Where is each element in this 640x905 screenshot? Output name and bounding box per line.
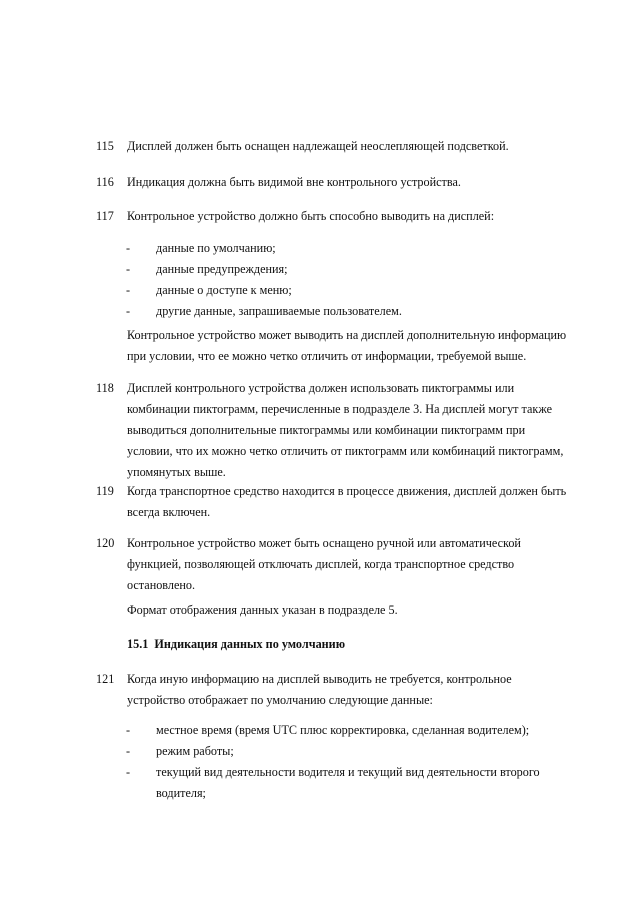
list-item: данные о доступе к меню; [156,283,292,297]
bullet-dash: - [126,304,131,318]
paragraph-120 [127,533,521,596]
list-item: другие данные, запрашиваемые пользователем. [156,304,402,318]
bullet-dash: - [126,723,131,737]
paragraph-line: при условии, что ее можно четко отличить от информации, требуемой выше. [127,349,527,363]
section-title: Индикация данных по умолчанию [154,637,346,651]
paragraph-117 [127,206,494,227]
bullet-dash: - [126,744,131,758]
paragraph-116 [127,172,461,193]
paragraph-number-121: 121 [96,672,115,686]
note-117 [127,325,566,367]
note-120 [127,600,398,621]
paragraph-number-115: 115 [96,139,114,153]
paragraph-line: Контрольное устройство должно быть способно выводить на дисплей: [127,209,495,223]
paragraph-119 [127,481,566,523]
paragraph-line: остановлено. [127,578,196,592]
paragraph-line: Когда транспортное средство находится в процессе движения, дисплей должен быть [127,484,567,498]
paragraph-115 [127,136,509,157]
bullet-dash: - [126,283,131,297]
paragraph-line: выводиться дополнительные пиктограммы или комбинации пиктограмм при [127,423,526,437]
list-item: данные по умолчанию; [156,241,276,255]
paragraph-line: Индикация должна быть видимой вне контрольного устройства. [127,175,461,189]
section-heading [127,634,345,655]
paragraph-line: устройство отображает по умолчанию следующие данные: [127,693,433,707]
paragraph-line: Формат отображения данных указан в подразделе 5. [127,603,398,617]
paragraph-line: функцией, позволяющей отключать дисплей, когда транспортное средство [127,557,515,571]
paragraph-number-118: 118 [96,381,114,395]
bullet-list-117 [0,238,640,322]
list-item: местное время (время UTC плюс корректировка, сделанная водителем); [156,723,530,737]
paragraph-number-116: 116 [96,175,114,189]
paragraph-118 [127,378,563,483]
paragraph-line: Контрольное устройство может быть оснащено ручной или автоматической [127,536,521,550]
paragraph-line: всегда включен. [127,505,211,519]
list-item: данные предупреждения; [156,262,288,276]
paragraph-line: Дисплей контрольного устройства должен использовать пиктограммы или [127,381,515,395]
bullet-dash: - [126,262,131,276]
bullet-list-121 [0,720,640,804]
paragraph-number-120: 120 [96,536,115,550]
list-item: текущий вид деятельности водителя и текущий вид деятельности второго [156,765,540,779]
list-item: режим работы; [156,744,234,758]
paragraph-121 [127,669,512,711]
paragraph-number-117: 117 [96,209,114,223]
paragraph-number-119: 119 [96,484,114,498]
paragraph-line: Дисплей должен быть оснащен надлежащей неослепляющей подсветкой. [127,139,509,153]
list-item-continuation: водителя; [156,786,206,800]
section-number: 15.1 [127,637,149,651]
bullet-dash: - [126,765,131,779]
paragraph-line: Когда иную информацию на дисплей выводить не требуется, контрольное [127,672,512,686]
paragraph-line: Контрольное устройство может выводить на дисплей дополнительную информацию [127,328,567,342]
paragraph-line: упомянутых выше. [127,465,226,479]
paragraph-line: условии, что их можно четко отличить от пиктограмм или комбинаций пиктограмм, [127,444,564,458]
bullet-dash: - [126,241,131,255]
paragraph-line: комбинации пиктограмм, перечисленные в подразделе 3. На дисплей могут также [127,402,553,416]
